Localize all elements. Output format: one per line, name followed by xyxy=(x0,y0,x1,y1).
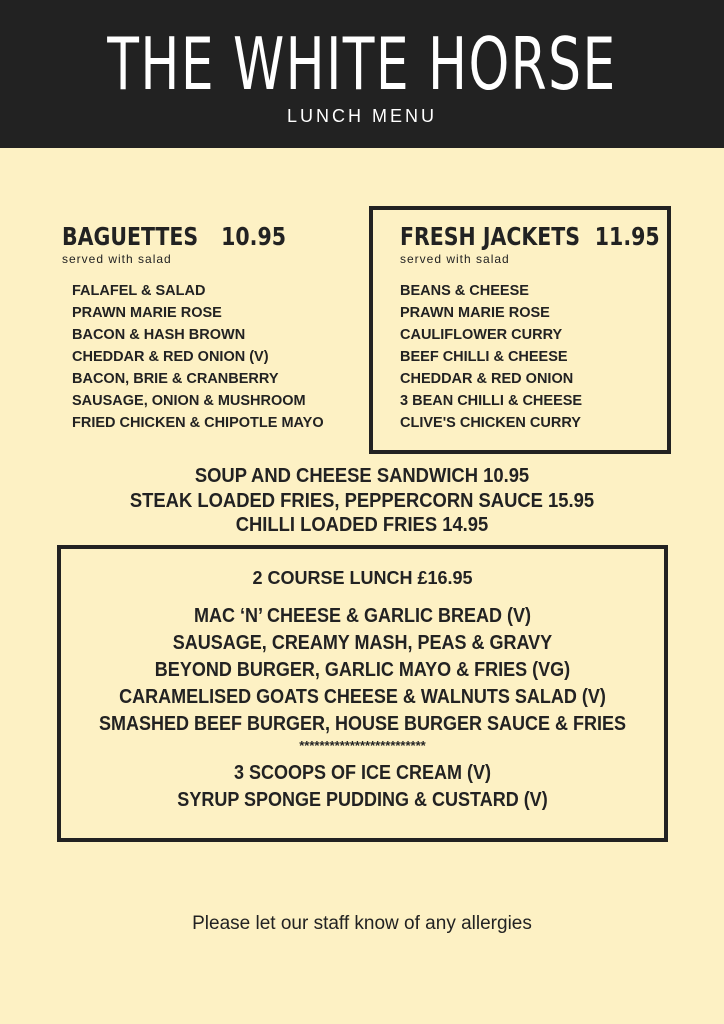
list-item: SAUSAGE, ONION & MUSHROOM xyxy=(72,393,306,409)
list-item: CHEDDAR & RED ONION xyxy=(400,371,574,387)
list-item: BEEF CHILLI & CHEESE xyxy=(400,349,568,365)
list-item: FRIED CHICKEN & CHIPOTLE MAYO xyxy=(72,415,324,431)
header-banner xyxy=(0,0,724,148)
list-item: CHEDDAR & RED ONION (V) xyxy=(72,349,269,365)
list-item: CAULIFLOWER CURRY xyxy=(400,327,563,343)
separator: ************************* xyxy=(299,738,426,753)
baguettes-note: served with salad xyxy=(62,252,172,266)
list-item: SYRUP SPONGE PUDDING & CUSTARD (V) xyxy=(177,789,548,811)
main-dish: SOUP AND CHEESE SANDWICH 10.95 xyxy=(194,465,530,487)
list-item: SMASHED BEEF BURGER, HOUSE BURGER SAUCE & FRIES xyxy=(98,713,627,735)
baguettes-price: 10.95 xyxy=(221,222,286,251)
list-item: BACON, BRIE & CRANBERRY xyxy=(72,371,279,387)
list-item: BACON & HASH BROWN xyxy=(72,327,246,343)
main-dish: STEAK LOADED FRIES, PEPPERCORN SAUCE 15.95 xyxy=(129,489,595,512)
baguettes-heading xyxy=(62,222,286,252)
list-item: CARAMELISED GOATS CHEESE & WALNUTS SALAD (V) xyxy=(119,686,606,708)
baguettes-section xyxy=(62,222,335,434)
list-item: PRAWN MARIE ROSE xyxy=(72,305,222,321)
two-course-title: 2 COURSE LUNCH £16.95 xyxy=(252,568,473,588)
baguettes-title: BAGUETTES xyxy=(62,222,199,251)
allergy-note: Please let our staff know of any allergies xyxy=(192,913,532,934)
jackets-heading xyxy=(400,222,660,252)
list-item: FALAFEL & SALAD xyxy=(72,283,206,299)
main-dishes xyxy=(0,464,724,538)
baguettes-list xyxy=(72,280,335,434)
list-item: BEANS & CHEESE xyxy=(400,283,529,299)
two-course-mains xyxy=(61,603,664,738)
two-course-section xyxy=(57,545,668,842)
menu-subtitle: LUNCH MENU xyxy=(286,106,437,126)
jackets-price: 11.95 xyxy=(594,222,660,251)
list-item: BEYOND BURGER, GARLIC MAYO & FRIES (VG) xyxy=(154,659,571,681)
list-item: SAUSAGE, CREAMY MASH, PEAS & GRAVY xyxy=(172,632,553,654)
jackets-title: FRESH JACKETS xyxy=(400,222,581,251)
list-item: 3 SCOOPS OF ICE CREAM (V) xyxy=(233,762,492,784)
restaurant-name: THE WHITE HORSE xyxy=(107,22,617,106)
jackets-section xyxy=(400,222,717,434)
jackets-list xyxy=(400,280,717,434)
jackets-note: served with salad xyxy=(400,252,510,266)
list-item: 3 BEAN CHILLI & CHEESE xyxy=(400,393,583,409)
list-item: CLIVE'S CHICKEN CURRY xyxy=(400,415,581,431)
list-item: PRAWN MARIE ROSE xyxy=(400,305,550,321)
list-item: MAC ‘N’ CHEESE & GARLIC BREAD (V) xyxy=(193,605,532,627)
two-course-desserts xyxy=(61,760,664,814)
main-dish: CHILLI LOADED FRIES 14.95 xyxy=(235,514,489,536)
